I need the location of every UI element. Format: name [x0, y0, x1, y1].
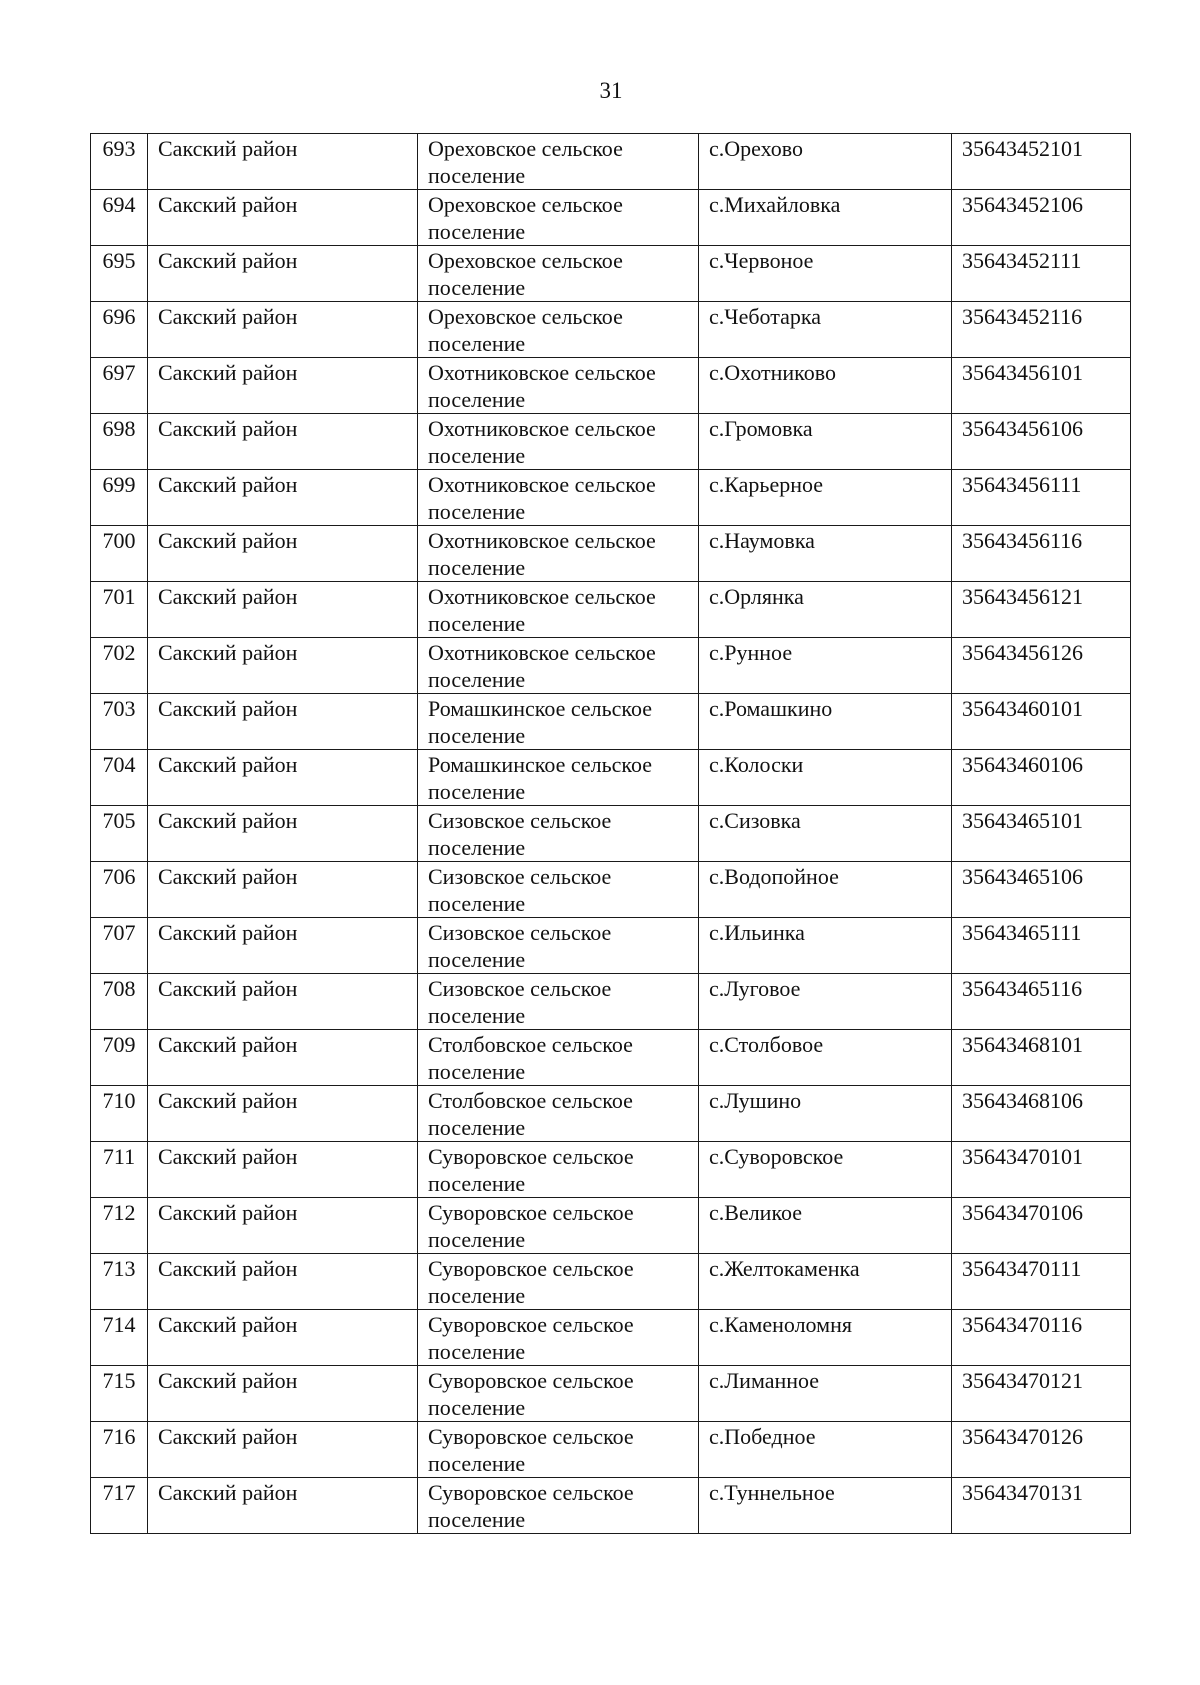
- row-number-cell: 704: [91, 750, 148, 806]
- row-number-cell: 702: [91, 638, 148, 694]
- table-row: [91, 806, 1131, 862]
- village-cell: с.Суворовское: [699, 1142, 952, 1198]
- code-cell: 35643468101: [952, 1030, 1131, 1086]
- row-number-cell: 710: [91, 1086, 148, 1142]
- table-row: [91, 1198, 1131, 1254]
- district-cell: Сакский район: [148, 470, 418, 526]
- village-cell: с.Желтокаменка: [699, 1254, 952, 1310]
- district-cell: Сакский район: [148, 1254, 418, 1310]
- district-cell: Сакский район: [148, 302, 418, 358]
- code-cell: 35643460106: [952, 750, 1131, 806]
- village-cell: с.Луговое: [699, 974, 952, 1030]
- district-cell: Сакский район: [148, 1198, 418, 1254]
- table-row: [91, 1366, 1131, 1422]
- row-number-cell: 693: [91, 134, 148, 190]
- row-number-cell: 701: [91, 582, 148, 638]
- district-cell: Сакский район: [148, 134, 418, 190]
- page-number: 31: [599, 78, 623, 103]
- village-cell: с.Рунное: [699, 638, 952, 694]
- code-cell: 35643452101: [952, 134, 1131, 190]
- settlement-cell: Охотниковское сельское поселение: [418, 638, 699, 694]
- district-cell: Сакский район: [148, 1030, 418, 1086]
- settlement-cell: Охотниковское сельское поселение: [418, 470, 699, 526]
- table-row: [91, 694, 1131, 750]
- table-row: [91, 1422, 1131, 1478]
- village-cell: с.Червоное: [699, 246, 952, 302]
- district-cell: Сакский район: [148, 694, 418, 750]
- village-cell: с.Ромашкино: [699, 694, 952, 750]
- settlement-cell: Охотниковское сельское поселение: [418, 582, 699, 638]
- settlement-cell: Суворовское сельское поселение: [418, 1142, 699, 1198]
- table-row: [91, 190, 1131, 246]
- code-cell: 35643452111: [952, 246, 1131, 302]
- village-cell: с.Орлянка: [699, 582, 952, 638]
- table-body: [91, 134, 1131, 1534]
- table-row: [91, 918, 1131, 974]
- table-row: [91, 638, 1131, 694]
- table-row: [91, 302, 1131, 358]
- settlement-cell: Ореховское сельское поселение: [418, 246, 699, 302]
- district-cell: Сакский район: [148, 1478, 418, 1534]
- code-cell: 35643470121: [952, 1366, 1131, 1422]
- code-cell: 35643456111: [952, 470, 1131, 526]
- village-cell: с.Наумовка: [699, 526, 952, 582]
- settlement-cell: Охотниковское сельское поселение: [418, 414, 699, 470]
- settlement-cell: Ореховское сельское поселение: [418, 302, 699, 358]
- village-cell: с.Михайловка: [699, 190, 952, 246]
- settlement-cell: Сизовское сельское поселение: [418, 918, 699, 974]
- village-cell: с.Лиманное: [699, 1366, 952, 1422]
- village-cell: с.Колоски: [699, 750, 952, 806]
- row-number-cell: 699: [91, 470, 148, 526]
- row-number-cell: 707: [91, 918, 148, 974]
- settlement-cell: Суворовское сельское поселение: [418, 1254, 699, 1310]
- row-number-cell: 711: [91, 1142, 148, 1198]
- district-cell: Сакский район: [148, 190, 418, 246]
- table-row: [91, 1030, 1131, 1086]
- table-row: [91, 470, 1131, 526]
- settlement-cell: Суворовское сельское поселение: [418, 1366, 699, 1422]
- code-cell: 35643456106: [952, 414, 1131, 470]
- district-cell: Сакский район: [148, 750, 418, 806]
- settlement-cell: Суворовское сельское поселение: [418, 1198, 699, 1254]
- district-cell: Сакский район: [148, 806, 418, 862]
- code-cell: 35643465101: [952, 806, 1131, 862]
- settlement-cell: Суворовское сельское поселение: [418, 1478, 699, 1534]
- table-row: [91, 358, 1131, 414]
- district-cell: Сакский район: [148, 862, 418, 918]
- table-row: [91, 862, 1131, 918]
- settlement-cell: Столбовское сельское поселение: [418, 1086, 699, 1142]
- code-cell: 35643470131: [952, 1478, 1131, 1534]
- district-cell: Сакский район: [148, 1142, 418, 1198]
- settlements-table: [90, 133, 1131, 1534]
- code-cell: 35643456126: [952, 638, 1131, 694]
- row-number-cell: 696: [91, 302, 148, 358]
- table-row: [91, 1086, 1131, 1142]
- settlement-cell: Ореховское сельское поселение: [418, 134, 699, 190]
- district-cell: Сакский район: [148, 414, 418, 470]
- table-row: [91, 1142, 1131, 1198]
- code-cell: 35643465106: [952, 862, 1131, 918]
- district-cell: Сакский район: [148, 526, 418, 582]
- village-cell: с.Ильинка: [699, 918, 952, 974]
- village-cell: с.Лушино: [699, 1086, 952, 1142]
- district-cell: Сакский район: [148, 974, 418, 1030]
- code-cell: 35643456101: [952, 358, 1131, 414]
- row-number-cell: 695: [91, 246, 148, 302]
- district-cell: Сакский район: [148, 1310, 418, 1366]
- settlement-cell: Охотниковское сельское поселение: [418, 526, 699, 582]
- table-row: [91, 582, 1131, 638]
- code-cell: 35643456116: [952, 526, 1131, 582]
- village-cell: с.Туннельное: [699, 1478, 952, 1534]
- village-cell: с.Столбовое: [699, 1030, 952, 1086]
- code-cell: 35643460101: [952, 694, 1131, 750]
- row-number-cell: 700: [91, 526, 148, 582]
- code-cell: 35643452106: [952, 190, 1131, 246]
- settlement-cell: Ромашкинское сельское поселение: [418, 750, 699, 806]
- row-number-cell: 706: [91, 862, 148, 918]
- code-cell: 35643456121: [952, 582, 1131, 638]
- table-row: [91, 134, 1131, 190]
- table-row: [91, 1478, 1131, 1534]
- row-number-cell: 715: [91, 1366, 148, 1422]
- table-row: [91, 414, 1131, 470]
- district-cell: Сакский район: [148, 1086, 418, 1142]
- row-number-cell: 703: [91, 694, 148, 750]
- code-cell: 35643465111: [952, 918, 1131, 974]
- settlement-cell: Сизовское сельское поселение: [418, 974, 699, 1030]
- code-cell: 35643465116: [952, 974, 1131, 1030]
- settlement-cell: Ромашкинское сельское поселение: [418, 694, 699, 750]
- district-cell: Сакский район: [148, 638, 418, 694]
- settlement-cell: Сизовское сельское поселение: [418, 806, 699, 862]
- table-row: [91, 1254, 1131, 1310]
- settlement-cell: Столбовское сельское поселение: [418, 1030, 699, 1086]
- row-number-cell: 712: [91, 1198, 148, 1254]
- row-number-cell: 717: [91, 1478, 148, 1534]
- code-cell: 35643468106: [952, 1086, 1131, 1142]
- row-number-cell: 714: [91, 1310, 148, 1366]
- row-number-cell: 716: [91, 1422, 148, 1478]
- row-number-cell: 698: [91, 414, 148, 470]
- village-cell: с.Каменоломня: [699, 1310, 952, 1366]
- district-cell: Сакский район: [148, 246, 418, 302]
- district-cell: Сакский район: [148, 1366, 418, 1422]
- table-row: [91, 246, 1131, 302]
- village-cell: с.Великое: [699, 1198, 952, 1254]
- settlement-cell: Охотниковское сельское поселение: [418, 358, 699, 414]
- table-row: [91, 974, 1131, 1030]
- village-cell: с.Громовка: [699, 414, 952, 470]
- settlement-cell: Суворовское сельское поселение: [418, 1310, 699, 1366]
- table-row: [91, 1310, 1131, 1366]
- row-number-cell: 708: [91, 974, 148, 1030]
- village-cell: с.Водопойное: [699, 862, 952, 918]
- village-cell: с.Охотниково: [699, 358, 952, 414]
- village-cell: с.Сизовка: [699, 806, 952, 862]
- code-cell: 35643470101: [952, 1142, 1131, 1198]
- district-cell: Сакский район: [148, 918, 418, 974]
- code-cell: 35643470111: [952, 1254, 1131, 1310]
- row-number-cell: 709: [91, 1030, 148, 1086]
- row-number-cell: 713: [91, 1254, 148, 1310]
- settlement-cell: Сизовское сельское поселение: [418, 862, 699, 918]
- settlement-cell: Суворовское сельское поселение: [418, 1422, 699, 1478]
- village-cell: с.Орехово: [699, 134, 952, 190]
- code-cell: 35643470106: [952, 1198, 1131, 1254]
- table-row: [91, 526, 1131, 582]
- district-cell: Сакский район: [148, 358, 418, 414]
- row-number-cell: 694: [91, 190, 148, 246]
- district-cell: Сакский район: [148, 1422, 418, 1478]
- row-number-cell: 705: [91, 806, 148, 862]
- settlement-cell: Ореховское сельское поселение: [418, 190, 699, 246]
- village-cell: с.Победное: [699, 1422, 952, 1478]
- row-number-cell: 697: [91, 358, 148, 414]
- village-cell: с.Чеботарка: [699, 302, 952, 358]
- district-cell: Сакский район: [148, 582, 418, 638]
- table-row: [91, 750, 1131, 806]
- code-cell: 35643470126: [952, 1422, 1131, 1478]
- code-cell: 35643470116: [952, 1310, 1131, 1366]
- code-cell: 35643452116: [952, 302, 1131, 358]
- village-cell: с.Карьерное: [699, 470, 952, 526]
